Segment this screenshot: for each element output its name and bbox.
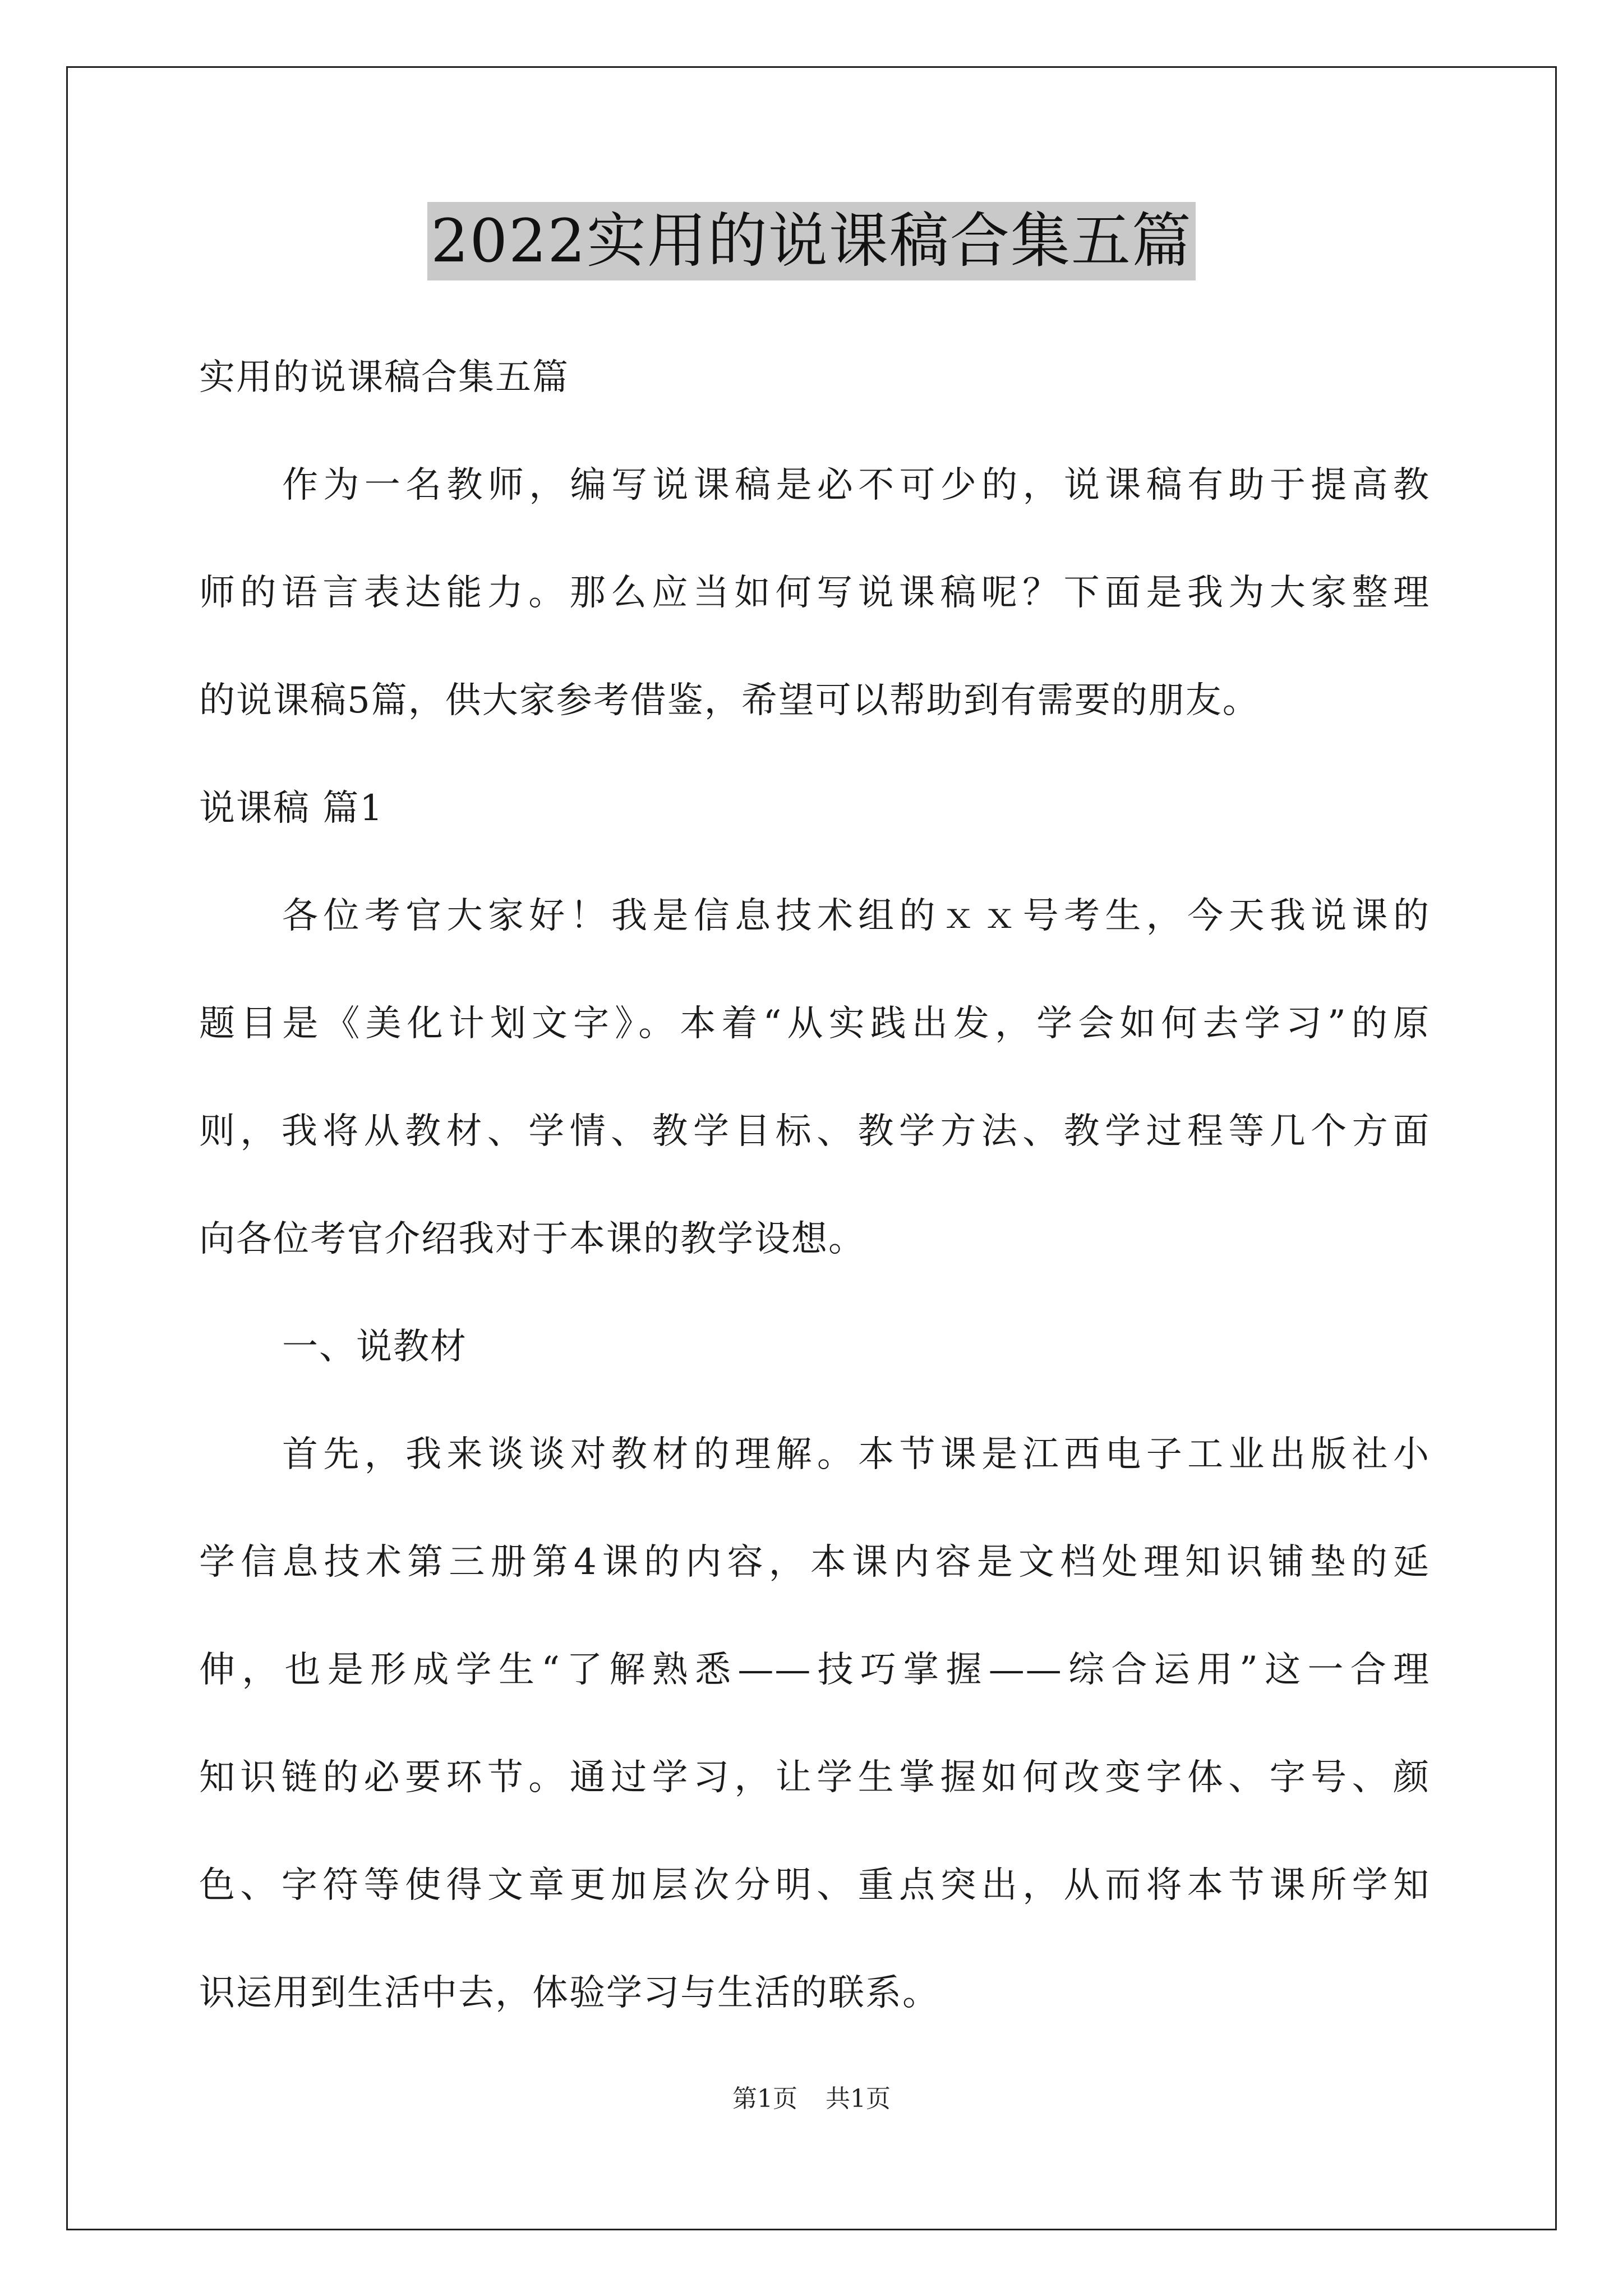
paragraph-line: 各位考官大家好！我是信息技术组的ｘｘ号考生，今天我说课的 xyxy=(282,895,1430,937)
page-number-current: 第1页 xyxy=(732,2085,797,2113)
paragraph-line: 识运用到生活中去，体验学习与生活的联系。 xyxy=(199,1972,939,2014)
intro-line: 师的语言表达能力。那么应当如何写说课稿呢？下面是我为大家整理 xyxy=(199,572,1430,614)
paragraph-line: 学信息技术第三册第4课的内容，本课内容是文档处理知识铺垫的延 xyxy=(199,1542,1430,1583)
paragraph-line: 题目是《美化计划文字》。本着“从实践出发，学会如何去学习”的原 xyxy=(199,1003,1430,1045)
paragraph-line: 伸，也是形成学生“了解熟悉——技巧掌握——综合运用”这一合理 xyxy=(199,1649,1430,1691)
paragraph-line: 则，我将从教材、学情、教学目标、教学方法、教学过程等几个方面 xyxy=(199,1111,1430,1152)
intro-line: 的说课稿5篇，供大家参考借鉴，希望可以帮助到有需要的朋友。 xyxy=(199,680,1260,721)
document-subtitle: 实用的说课稿合集五篇 xyxy=(199,357,569,398)
intro-line: 作为一名教师，编写说课稿是必不可少的，说课稿有助于提高教 xyxy=(282,464,1430,506)
page-number-total: 共1页 xyxy=(826,2085,891,2113)
section-heading: 说课稿 篇1 xyxy=(199,788,384,829)
title-container xyxy=(0,202,1623,280)
paragraph-line: 知识链的必要环节。通过学习，让学生掌握如何改变字体、字号、颜 xyxy=(199,1757,1430,1798)
subheading: 一、说教材 xyxy=(282,1326,467,1368)
paragraph-line: 向各位考官介绍我对于本课的教学设想。 xyxy=(199,1218,865,1260)
paragraph-line: 色、字符等使得文章更加层次分明、重点突出，从而将本节课所学知 xyxy=(199,1865,1430,1906)
page-footer xyxy=(0,2078,1623,2114)
document-title: 2022实用的说课稿合集五篇 xyxy=(427,202,1196,280)
paragraph-line: 首先，我来谈谈对教材的理解。本节课是江西电子工业出版社小 xyxy=(282,1434,1430,1475)
